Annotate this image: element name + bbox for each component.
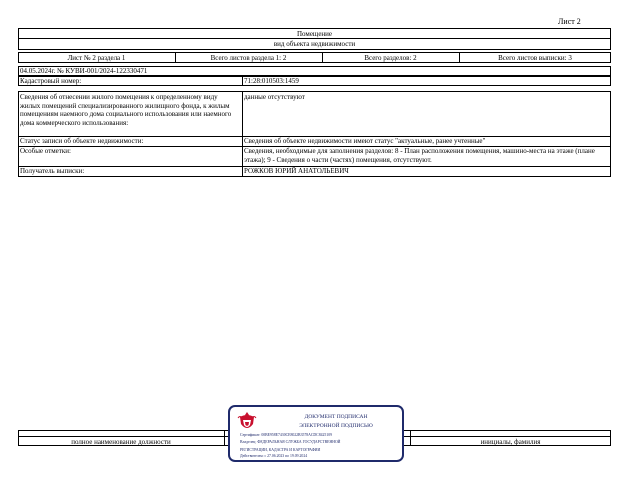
table-row-value: Сведения, необходимые для заполнения разделов: 8 - План расположения помещения, машино-места на этаже (плане этажа); 9 - Сведения о части (частях) помещения, отсутствуют.: [244, 147, 595, 164]
stamp-issuer-line1: Владелец: ФЕДЕРАЛЬНАЯ СЛУЖБА ГОСУДАРСТВЕННОЙ: [240, 440, 341, 444]
table-row-label: Сведения об отнесении жилого помещения к определенному виду жилых помещений специализированного жилищного фонда, к жилым помещениям наемного дома социального использования или наемного дома коммерческого использования:: [20, 93, 232, 127]
cadastral-label: Кадастровый номер:: [20, 77, 82, 85]
total-sheets-section: Всего листов раздела 1: 2: [210, 54, 287, 62]
sheet-number: Лист 2: [558, 17, 581, 26]
e-signature-stamp: [228, 405, 404, 462]
document-number: 04.05.2024г. № КУВИ-001/2024-122330471: [20, 67, 148, 75]
header-divider: [18, 38, 611, 39]
table-row-value: данные отсутствуют: [244, 93, 305, 101]
total-sections: Всего разделов: 2: [364, 54, 417, 62]
table-row-value: Сведения об объекте недвижимости имеют статус "актуальные, ранее учтенные": [244, 137, 486, 145]
sheet-of-section: Лист № 2 раздела 1: [67, 54, 126, 62]
table-row-label: Особые отметки:: [20, 147, 71, 155]
stamp-validity: Действителен: с 27.06.2023 по 19.09.2024: [240, 454, 308, 458]
stamp-certificate: Сертификат: 00BE958E7430CE8022B3578ACDC8425109: [240, 433, 333, 437]
name-label: инициалы, фамилия: [480, 438, 541, 446]
object-title: Помещение: [296, 30, 333, 38]
total-sheets-extract: Всего листов выписки: 3: [498, 54, 572, 62]
stamp-title: ДОКУМЕНТ ПОДПИСАН: [304, 414, 368, 420]
table-row-label: Получатель выписки:: [20, 167, 85, 175]
recipient-name: РОЖКОВ ЮРИЙ АНАТОЛЬЕВИЧ: [244, 167, 349, 175]
cadastral-value: 71:28:010503:1459: [244, 77, 299, 85]
object-type: вид объекта недвижимости: [273, 40, 356, 48]
cadastral-divider: [242, 76, 243, 86]
position-label: полное наименование должности: [71, 438, 171, 446]
stamp-subtitle: ЭЛЕКТРОННОЙ ПОДПИСЬЮ: [299, 423, 373, 429]
stamp-issuer-line2: РЕГИСТРАЦИИ, КАДАСТРА И КАРТОГРАФИИ: [240, 448, 321, 452]
table-column-divider: [242, 91, 243, 177]
signature-divider: [224, 430, 225, 446]
table-row-label: Статус записи об объекте недвижимости:: [20, 137, 144, 145]
cadastral-row: [18, 76, 611, 86]
